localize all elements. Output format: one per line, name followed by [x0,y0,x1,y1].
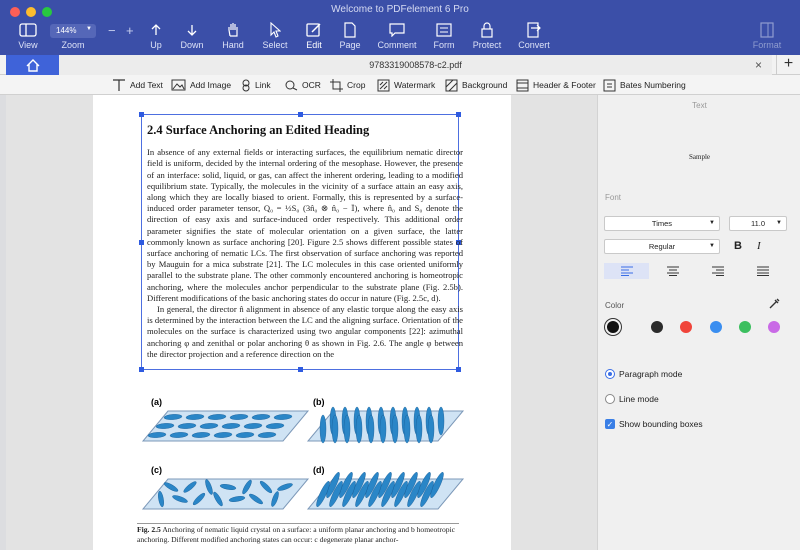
format-panel [597,95,800,550]
format-icon [760,22,774,38]
new-tab-button[interactable]: + [776,55,800,75]
comment-button[interactable]: Comment [372,20,422,50]
chevron-down-icon: ▼ [709,220,715,226]
molecule [416,415,422,443]
zoom-out-button[interactable]: − [108,23,116,38]
page-button[interactable]: Page [325,20,375,50]
resize-handle[interactable] [456,367,461,372]
page-icon [343,22,357,38]
chevron-down-icon: ▼ [776,220,782,226]
color-swatch[interactable] [739,321,751,333]
bates-numbering-button[interactable]: Bates Numbering [603,77,686,93]
format-button[interactable]: Format [742,20,792,50]
molecule [428,415,434,443]
molecule [332,415,338,443]
zoom-in-button[interactable]: + [126,23,134,38]
font-style-select[interactable]: Regular ▼ [604,239,720,254]
ocr-icon [284,79,298,91]
up-button[interactable]: Up [131,20,181,50]
color-swatch[interactable] [651,321,663,333]
align-right-button[interactable] [695,263,740,279]
radio-selected[interactable] [605,369,615,379]
hand-icon [226,22,240,38]
background-button[interactable]: Background [445,77,507,93]
arrow-down-icon [185,23,199,37]
align-justify-icon [756,266,770,276]
color-label: Color [605,301,625,310]
molecule [380,415,386,443]
watermark-icon [377,79,390,92]
convert-icon [526,22,542,38]
cursor-icon [269,22,281,38]
paragraph[interactable]: In general, the director n̂ alignment in absence of any elastic torque along the easy axis is determined by the interaction between the LC and the aligning surface. Orientation of the molecules on the surface is characterized using two angular components [22]: azimuthal anchoring φ and zenithal or polar anchoring θ as shown in Fig. 2.6. The angle φ between the director projection and a reference direction on the [147,304,463,359]
zoom-select[interactable]: 144% ▼ [50,24,96,38]
color-swatch[interactable] [768,321,780,333]
add-text-button[interactable]: Add Text [112,77,163,93]
watermark-button[interactable]: Watermark [377,77,435,93]
edit-button[interactable]: Edit [289,20,339,50]
font-family-select[interactable]: Times ▼ [604,216,720,231]
figure-label-b: (b) [313,397,325,407]
down-button[interactable]: Down [167,20,217,50]
resize-handle[interactable] [298,112,303,117]
resize-handle[interactable] [298,367,303,372]
align-left-icon [620,266,634,276]
select-button[interactable]: Select [250,20,300,50]
resize-handle[interactable] [139,240,144,245]
view-icon [19,23,37,37]
background-icon [445,79,458,92]
form-icon [436,23,452,37]
show-bounding-boxes-option[interactable]: ✓ Show bounding boxes [606,419,703,429]
edit-icon [306,22,322,38]
lock-icon [480,22,494,38]
font-sample: Sample [689,153,710,161]
paragraph-mode-option[interactable]: Paragraph mode [605,369,682,379]
molecule [344,415,350,443]
zoom-label: Zoom [61,40,85,50]
radio-unselected[interactable] [605,394,615,404]
figure-label-a: (a) [151,397,162,407]
molecule [404,415,410,443]
text-icon [112,79,126,91]
add-image-button[interactable]: Add Image [171,77,231,93]
link-button[interactable]: Link [241,77,271,93]
close-tab-button[interactable]: × [755,58,763,72]
home-tab[interactable] [6,55,59,75]
resize-handle[interactable] [456,112,461,117]
resize-handle[interactable] [139,112,144,117]
bates-icon [603,79,616,92]
molecule [392,415,398,443]
molecule [320,415,326,443]
molecule [356,415,362,443]
crop-icon [330,79,343,92]
window-title: Welcome to PDFelement 6 Pro [331,4,469,15]
color-swatch[interactable] [680,321,692,333]
color-swatch[interactable] [710,321,722,333]
font-label: Font [605,193,622,202]
ocr-button[interactable]: OCR [284,77,321,93]
panel-title: Text [692,101,707,110]
font-size-select[interactable]: 11.0 ▼ [729,216,787,231]
paragraph[interactable]: In absence of any external fields or interacting surfaces, the equilibrium nematic director field is uniform, decided by the internal ordering of the mesophase. However, the presence of an interface: solid, liquid, or gas, can affect the inherent ordering, leading to a modified equilibrium state. Typically, the molecules in the vicinity of a surface attain an easy axis, along which they are locally biased to orient. Formally, this is represented by a surface-induced order parameter tensor, Q₀ = ½S₀ (3n̂₀ ⊗ n̂₀ − 𝕀), where n̂₀ and S₀ denote the direction of easy axis and surface-induced order respectively. This additional order parameter signifies the state of molecular orientation on a given surface, the latter commonly known as surface anchoring [20]. Figure 2.5 shows different possible states of surface anchoring of nematic LCs. The first observation of surface anchoring was reported by Mauguin for a mica substrate [21]. The LC molecules in this case oriented uniformly parallel to the substrate plane. The other commonly encountered anchoring is homeotropic anchoring, where the molecules anchor perpendicular to the substrate plane (Fig. 2.5b). Different modifications of the basic anchoring states do occur in nature (Fig. 2.5c, d). [147,147,463,303]
align-right-icon [711,266,725,276]
align-left-button[interactable] [604,263,649,279]
molecule [438,407,444,435]
image-icon [171,79,186,91]
crop-button[interactable]: Crop [330,77,365,93]
figure-label-d: (d) [313,465,325,475]
header-footer-icon [516,79,529,92]
document-canvas[interactable] [6,95,597,550]
checkmark-icon[interactable]: ✓ [606,419,614,429]
convert-button[interactable]: Convert [509,20,559,50]
text-block[interactable] [147,125,463,360]
protect-button[interactable]: Protect [462,20,512,50]
document-tab[interactable]: 9783319008578-c2.pdf [59,55,772,75]
home-icon [26,59,40,72]
align-justify-button[interactable] [740,263,785,279]
figure-caption[interactable]: Fig. 2.5 Anchoring of nematic liquid crystal on a surface: a uniform planar anchoring and b homeotropic anchoring. Different modified anchoring states can occur: c degenerate planar anchor- [137,523,459,545]
edit-toolbar [0,75,800,95]
comment-icon [389,23,405,37]
align-center-icon [666,266,680,276]
eyedropper-icon[interactable] [768,298,780,310]
align-center-button[interactable] [650,263,695,279]
figure-2-5 [133,393,473,518]
figure-label-c: (c) [151,465,162,475]
italic-button[interactable]: I [757,240,761,252]
main-toolbar [0,0,800,55]
molecule [368,415,374,443]
bold-button[interactable]: B [734,240,742,252]
link-icon [241,79,251,92]
arrow-up-icon [149,23,163,37]
pdf-page [93,95,511,550]
hand-button[interactable]: Hand [208,20,258,50]
color-swatch[interactable] [607,321,619,333]
tab-bar [0,55,800,75]
line-mode-option[interactable]: Line mode [605,394,659,404]
resize-handle[interactable] [139,367,144,372]
form-button[interactable]: Form [419,20,469,50]
chevron-down-icon: ▼ [86,26,92,32]
header-footer-button[interactable]: Header & Footer [516,77,596,93]
chevron-down-icon: ▼ [709,243,715,249]
view-button[interactable]: View [3,20,53,50]
section-heading[interactable]: 2.4 Surface Anchoring an Edited Heading [147,123,370,137]
